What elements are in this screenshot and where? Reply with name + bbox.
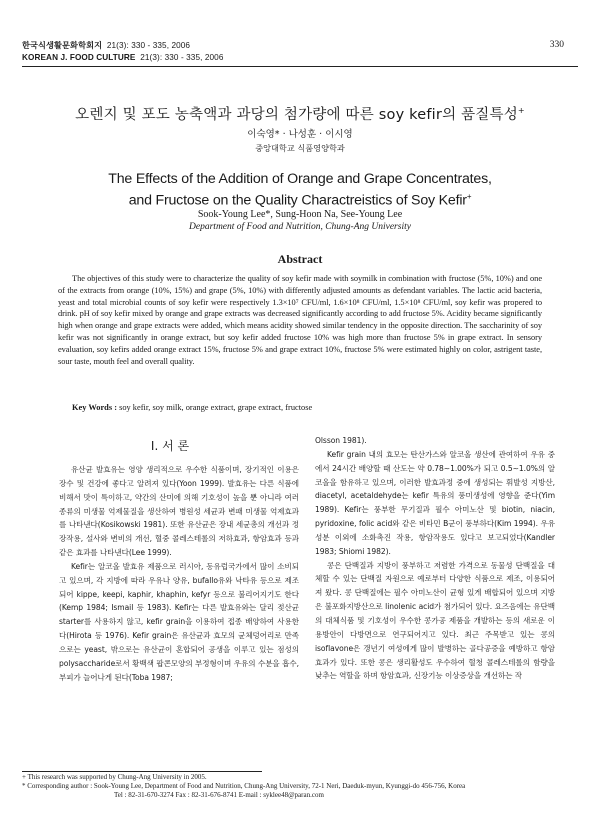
page-number: 330 xyxy=(549,40,564,50)
title-english-line1: The Effects of the Addition of Orange and Grape Concentrates, xyxy=(108,171,492,187)
journal-name-en: KOREAN J. FOOD CULTURE xyxy=(22,53,136,62)
left-paragraph-1: 유산균 발효유는 영양 생리적으로 우수한 식품이며, 장기적인 이용은 장수 및 건강에 좋다고 알려져 있다(Yoon 1999). 발효유는 다른 식품에 비해서 맛이 특이하고, 약간의 산미에 의해 기호성이 높을 뿐 아니라 여러 종류의 미생물 억제물질을 생산하여 병원성 세균과 변패 미생물 억제효과를 나타낸다(Kosikowski 1981). 또한 유산균은 장내 세균총의 개선과 정장작용, 설사와 변비의 개선, 혈중 콜레스테롤의 저하효과, 항암효과 등과 같은 효과를 나타낸다(Lee 1999). xyxy=(59,465,299,558)
right-paragraph-2: Kefir grain 내의 효모는 탄산가스와 알코올 생산에 관여하여 우유 중에서 24시간 배양할 때 산도는 약 0.78∼1.00%가 되고 0.5∼1.0%의 알코올을 함유하고 있으며, 이러한 발효과정 중에 생성되는 휘발성 지방산, diacetyl, acetaldehyde는 kefir 특유의 풍미생성에 영향을 준다(Yim 1989). Kefir는 풍부한 무기질과 필수 아미노산 및 biotin, niacin, pyridoxine, folic acid와 같은 비타민 B군이 풍부하다(Kim 1994). 우유 성분 이외에 소화촉진 작용, 항암작용도 있다고 보고되었다(Kandler 1983; Shiomi 1982). xyxy=(315,449,555,556)
journal-name-ko: 한국식생활문화학회지 xyxy=(22,41,103,50)
left-paragraph-2: Kefir는 알코올 발효유 제품으로 러시아, 동유럽국가에서 많이 소비되고 있으며, 각 지방에 따라 우유나 양유, bufallo유와 낙타유 등으로 제조되어 kippe, keepi, kaphir, khaphin, kefyr 등으로 불리어지기도 한다(Kemp 1984; Ismail 등 1983). Kefir는 다른 발효유와는 달리 젖산균 starter를 사용하지 않고, kefir grain을 이용하여 접종 배양하여 사용한다(Hirota 등 1976). Kefir grain은 유산균과 효모의 균체덩어리로 만족으로는 yeast, 밖으로는 유산균이 혼합되어 공생을 이루고 있는 점성의 polysaccharide로서 황백색 팝콘모양의 부정형이며 우유의 수분을 흡수, 부피가 늘어나게 된다(Toba 1987; xyxy=(59,561,299,682)
footnotes xyxy=(22,773,578,800)
authors-korean: 이숙영* · 나성훈 · 이시영 xyxy=(247,129,353,140)
section-heading-intro: I. 서 론 xyxy=(150,439,190,453)
affiliation-english: Department of Food and Nutrition, Chung-Ang University xyxy=(189,222,411,232)
footnote-contact: Tel : 82-31-670-3274 Fax : 82-31-676-8741 E-mail : syklee48@paran.com xyxy=(114,791,324,799)
keywords-line xyxy=(72,403,312,412)
authors-english: Sook-Young Lee*, Sung-Hoon Na, See-Young Lee xyxy=(197,209,403,220)
title-korean xyxy=(0,103,600,124)
journal-citation: 21(3): 330 - 335, 2006 xyxy=(106,41,191,50)
keywords-text: soy kefir, soy milk, orange extract, grape extract, fructose xyxy=(119,403,313,412)
right-column xyxy=(315,434,555,683)
affiliation-korean: 중앙대학교 식품영양학과 xyxy=(255,143,345,153)
footnote-rule xyxy=(22,771,262,772)
header-rule xyxy=(22,66,578,67)
footnote-funding: + This research was supported by Chung-Ang University in 2005. xyxy=(22,773,207,781)
right-paragraph-1: Olsson 1981). xyxy=(315,436,367,445)
title-korean-mark: + xyxy=(517,106,525,116)
right-paragraph-3: 콩은 단백질과 지방이 풍부하고 저렴한 가격으로 동물성 단백질을 대체할 수 있는 단백질 자원으로 예로부터 다양한 식품으로 제조, 이용되어져 왔다. 콩 단백질에는 필수 아미노산이 균형 있게 배합되어 있으며 지방은 불포화지방산으로 linolenic acid가 첨가되어 있다. 요즈음에는 유단백의 대체식품 및 기호성이 우수한 콩가공 제품을 개발하는 등의 새로운 이용방안이 다방면으로 연구되어지고 있다. 최근 주목받고 있는 콩의 isoflavone은 갱년기 여성에게 많이 발병하는 골다공증을 예방하고 항암효과가 있다. 또한 콩은 생리활성도 우수하여 혈청 콜레스테롤의 함량을 낮추는 역할을 하며 항암효과, 신장기능 이상증상을 개선하는 작 xyxy=(315,560,555,681)
journal-header-ko xyxy=(22,40,190,51)
journal-header-en xyxy=(22,53,223,62)
abstract-heading: Abstract xyxy=(277,252,323,266)
abstract-body: The objectives of this study were to characterize the quality of soy kefir made with soymilk in combination with fructose (5%, 10%) and one of the extracts from orange (10%, 15%) and grape (5%, 10%) with differently adjusted amounts as defendant variables. The lactic acid bacteria, yeast and total microbial counts of soy kefir were respectively 1.3×10⁷ CFU/ml, 1.6×10⁸ CFU/ml, 1.5×10⁸ CFU/ml, soy kefir was propered to drink. pH of soy kefir mixed by orange and grape extracts was decreased significantly according to add fructose 5%. Acidity became significantly high when orange and grape extracts were added, which means acidity showed similar tendency in the opposite direction. The saccharinity of soy kefir was not significantly in orange extract, but soy kefir added fructose 10% was high more than fructose 5% in grape extract. In sensory evaluation, soy kefirs added orange extract 15%, fructose 5% and grape extract 10%, fructose 5% were estimated highly on color, astrigent taste, sour taste, mouth feel and overall quality. xyxy=(58,274,542,366)
title-korean-text: 오렌지 및 포도 농축액과 과당의 첨가량에 따른 soy kefir의 품질특성 xyxy=(75,107,518,123)
footnote-corresponding: * Corresponding author : Sook-Young Lee, Department of Food and Nutrition, Chung-Ang University, 72-1 Neri, Daeduk-myun, Kyunggi-do 456-756, Korea xyxy=(22,782,466,790)
journal-citation-en: 21(3): 330 - 335, 2006 xyxy=(140,53,224,62)
title-english-mark: + xyxy=(466,192,472,201)
title-english-line2: and Fructose on the Quality Charactreistics of Soy Kefir xyxy=(128,192,467,209)
left-column xyxy=(59,463,299,685)
keywords-label: Key Words : xyxy=(72,403,117,412)
title-english-line2-wrap xyxy=(0,188,600,210)
title-english xyxy=(0,170,600,210)
